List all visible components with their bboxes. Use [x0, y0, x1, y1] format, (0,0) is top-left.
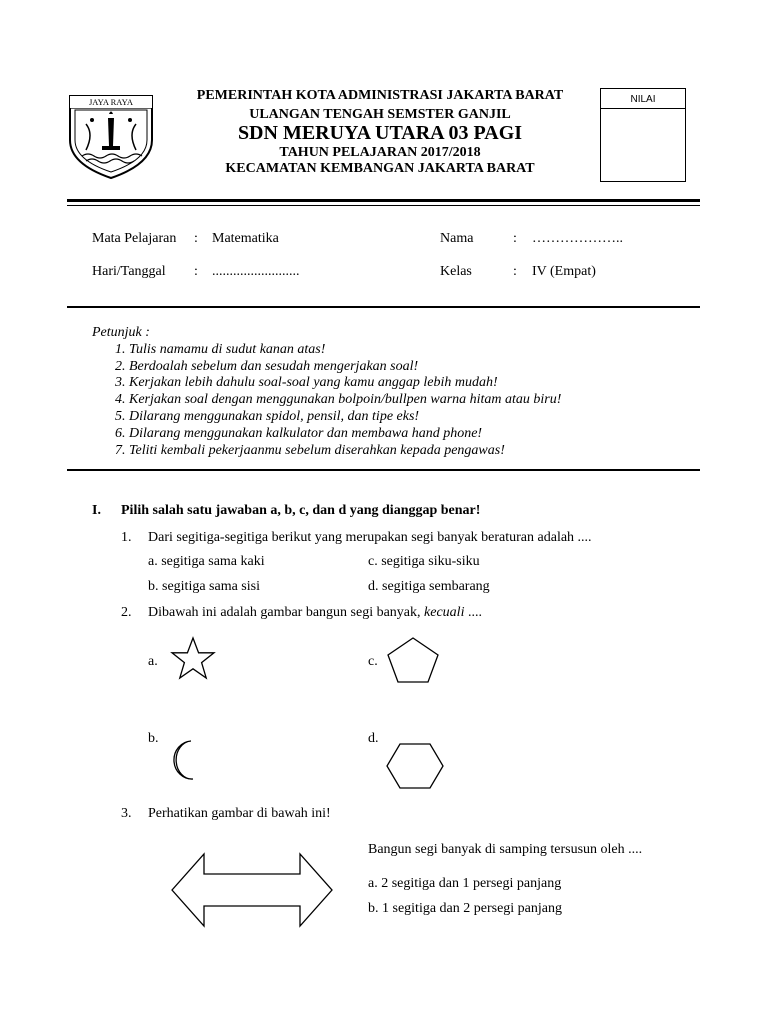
nilai-label: NILAI	[601, 89, 685, 109]
section-number: I.	[92, 503, 101, 518]
q2-kecuali: kecuali	[424, 605, 465, 620]
q1-number: 1.	[121, 530, 132, 545]
nilai-box[interactable]	[600, 88, 686, 182]
petunjuk-item-6	[115, 426, 482, 442]
kelas-colon: :	[513, 264, 517, 279]
q2-option-b-label[interactable]: b.	[148, 731, 159, 746]
kelas-value: IV (Empat)	[532, 264, 596, 279]
nama-value[interactable]: ………………..	[532, 231, 623, 246]
q2-option-c-label[interactable]: c.	[368, 654, 378, 669]
nama-colon: :	[513, 231, 517, 246]
petunjuk-item-4	[115, 392, 561, 408]
petunjuk-num: 1.	[115, 342, 126, 357]
petunjuk-num: 5.	[115, 409, 126, 424]
q2-text	[148, 605, 482, 621]
header-rule-thick	[67, 199, 700, 202]
hari-colon: :	[194, 264, 198, 279]
petunjuk-text: Kerjakan lebih dahulu soal-soal yang kamu anggap lebih mudah!	[129, 375, 498, 390]
mapel-label: Mata Pelajaran	[92, 231, 177, 246]
q1-text: Dari segitiga-segitiga berikut yang merupakan segi banyak beraturan adalah ....	[148, 530, 592, 545]
q3-option-b[interactable]: b. 1 segitiga dan 2 persegi panjang	[368, 901, 563, 916]
q3-text: Perhatikan gambar di bawah ini!	[148, 806, 331, 821]
mapel-value: Matematika	[212, 231, 279, 246]
school-name: SDN MERUYA UTARA 03 PAGI	[237, 122, 523, 144]
petunjuk-item-3	[115, 375, 498, 391]
q3-number: 3.	[121, 806, 132, 821]
header-line-2: ULANGAN TENGAH SEMSTER GANJIL	[249, 107, 511, 122]
petunjuk-text: Kerjakan soal dengan menggunakan bolpoin/bullpen warna hitam atau biru!	[129, 392, 562, 407]
header-rule-thin	[67, 205, 700, 206]
header-district: KECAMATAN KEMBANGAN JAKARTA BARAT	[225, 161, 535, 176]
petunjuk-text: Berdoalah sebelum dan sesudah mengerjakan soal!	[129, 359, 419, 374]
q2-number: 2.	[121, 605, 132, 620]
q2-dots: ....	[467, 605, 482, 620]
info-rule	[67, 306, 700, 308]
hari-label: Hari/Tanggal	[92, 264, 166, 279]
q2-option-d-label[interactable]: d.	[368, 731, 379, 746]
petunjuk-item-7	[115, 443, 505, 459]
petunjuk-num: 3.	[115, 375, 126, 390]
logo-text: JAYA RAYA	[70, 96, 152, 108]
jaya-raya-logo	[64, 94, 158, 180]
hari-value[interactable]: .........................	[212, 264, 300, 279]
petunjuk-text: Tulis namamu di sudut kanan atas!	[129, 342, 326, 357]
q3-option-a[interactable]: a. 2 segitiga dan 1 persegi panjang	[368, 876, 562, 891]
petunjuk-item-2	[115, 359, 418, 375]
star-icon[interactable]	[169, 635, 217, 683]
petunjuk-num: 6.	[115, 426, 126, 441]
q1-option-a[interactable]: a. segitiga sama kaki	[148, 554, 265, 569]
q1-option-b[interactable]: b. segitiga sama sisi	[148, 579, 260, 594]
petunjuk-num: 7.	[115, 443, 126, 458]
petunjuk-item-1	[115, 342, 325, 358]
petunjuk-item-5	[115, 409, 419, 425]
petunjuk-num: 4.	[115, 392, 126, 407]
q3-side-text: Bangun segi banyak di samping tersusun oleh ....	[368, 842, 643, 857]
petunjuk-text: Dilarang menggunakan kalkulator dan membawa hand phone!	[129, 426, 483, 441]
q1-option-c[interactable]: c. segitiga siku-siku	[368, 554, 480, 569]
q2-text-main: Dibawah ini adalah gambar bangun segi banyak,	[148, 605, 421, 620]
pentagon-icon[interactable]	[385, 635, 441, 685]
q1-option-d[interactable]: d. segitiga sembarang	[368, 579, 490, 594]
petunjuk-rule	[67, 469, 700, 471]
petunjuk-title: Petunjuk :	[92, 325, 150, 340]
header-year: TAHUN PELAJARAN 2017/2018	[279, 145, 481, 160]
header-line-1: PEMERINTAH KOTA ADMINISTRASI JAKARTA BARAT	[196, 88, 564, 103]
double-arrow-icon	[170, 852, 334, 932]
hexagon-icon[interactable]	[385, 741, 445, 791]
mapel-colon: :	[194, 231, 198, 246]
nama-label: Nama	[440, 231, 474, 246]
crescent-moon-icon[interactable]	[167, 737, 199, 783]
petunjuk-text: Dilarang menggunakan spidol, pensil, dan tipe eks!	[129, 409, 420, 424]
q2-option-a-label[interactable]: a.	[148, 654, 158, 669]
kelas-label: Kelas	[440, 264, 472, 279]
petunjuk-num: 2.	[115, 359, 126, 374]
petunjuk-text: Teliti kembali pekerjaanmu sebelum diserahkan kepada pengawas!	[129, 443, 505, 458]
section-title: Pilih salah satu jawaban a, b, c, dan d yang dianggap benar!	[121, 503, 481, 518]
